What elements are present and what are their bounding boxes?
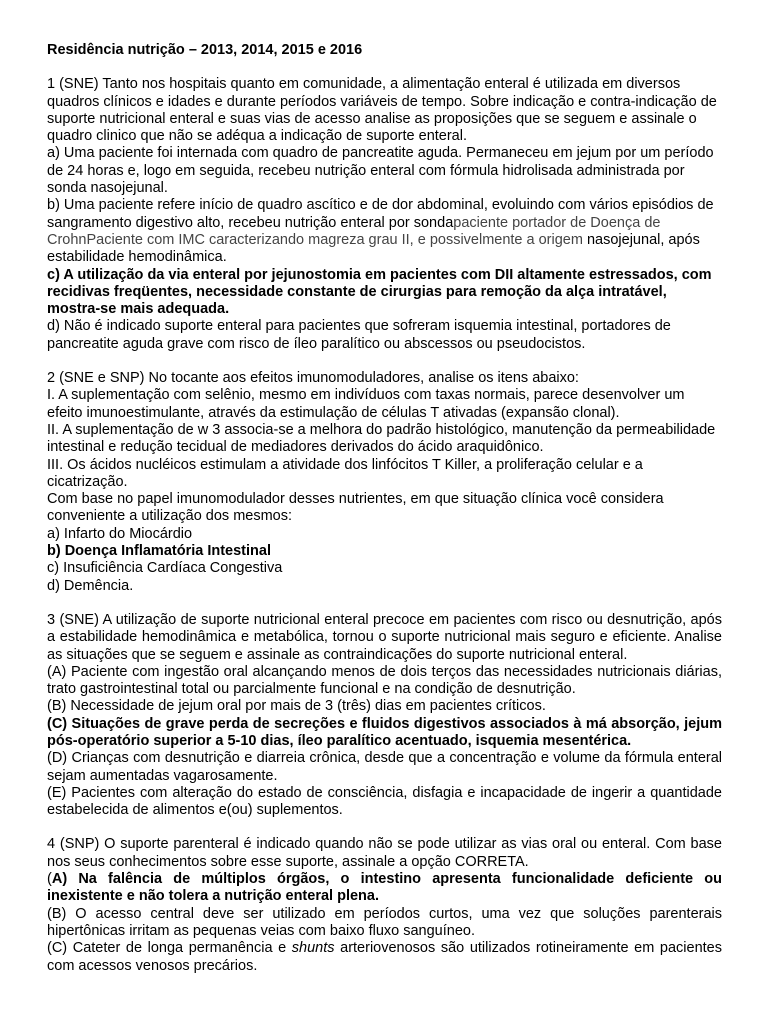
q3-option-b: (B) Necessidade de jejum oral por mais de 3 (três) dias em pacientes críticos. bbox=[47, 698, 546, 715]
q2-option-a: a) Infarto do Miocárdio bbox=[47, 525, 193, 542]
q4-option-a-text: A) Na falência de múltiplos órgãos, o intestino apresenta funcionalidade deficiente ou inexistente e não tolera a nutrição enteral plena. bbox=[47, 871, 722, 905]
q2-item-ii: II. A suplementação de w 3 associa-se a melhora do padrão histológico, manutenção da permeabilidade intestinal e redução tecidual de mediadores derivados do ácido araquidônico. bbox=[47, 421, 716, 456]
q4-option-c bbox=[47, 940, 722, 975]
q2-option-d: d) Demência. bbox=[47, 577, 134, 594]
q3-option-a: (A) Paciente com ingestão oral alcançando menos de dois terços das necessidades nutricionais diárias, trato gastrointestinal total ou parcialmente funcional e na condição de desnutrição. bbox=[47, 663, 722, 698]
q4-option-c-pre: (C) Cateter de longa permanência e bbox=[47, 940, 292, 957]
question-2 bbox=[47, 370, 722, 595]
q1-option-b-part3: nasojejunal, após estabilidade hemodinâmica. bbox=[47, 231, 700, 266]
question-4 bbox=[47, 836, 722, 974]
q1-option-b-inserted-text: paciente portador de Doença de CrohnPaciente com IMC caracterizando magreza grau II, e possivelmente a origem bbox=[47, 214, 661, 248]
page-title: Residência nutrição – 2013, 2014, 2015 e 2016 bbox=[47, 42, 363, 58]
q3-option-c-answer: (C) Situações de grave perda de secreções e fluidos digestivos associados à má absorção, jejum pós-operatório superior a 5-10 dias, íleo paralítico acentuado, isquemia mesentérica. bbox=[47, 715, 722, 749]
q1-option-d: d) Não é indicado suporte enteral para pacientes que sofreram isquemia intestinal, portadores de pancreatite aguda grave com risco de íleo paralítico ou abscessos ou pseudocistos. bbox=[47, 318, 671, 352]
question-3 bbox=[47, 612, 722, 820]
q3-option-e: (E) Pacientes com alteração do estado de consciência, disfagia e incapacidade de ingerir a quantidade estabelecida de alimentos e(ou) suplementos. bbox=[47, 784, 722, 819]
q1-option-b-part1: b) Uma paciente refere início de quadro ascítico e de dor abdominal, evoluindo com vários episódios de sangramento digestivo alto, recebeu nutrição enteral por sonda bbox=[47, 197, 714, 231]
q4-stem: 4 (SNP) O suporte parenteral é indicado quando não se pode utilizar as vias oral ou enteral. Com base nos seus conhecimentos sobre esse suporte, assinale a opção CORRETA. bbox=[47, 836, 722, 870]
q2-option-b-answer: b) Doença Inflamatória Intestinal bbox=[47, 543, 271, 560]
q4-option-a-paren: ( bbox=[47, 871, 52, 888]
q2-option-c: c) Insuficiência Cardíaca Congestiva bbox=[47, 560, 283, 577]
q2-item-i: I. A suplementação com selênio, mesmo em indivíduos com taxas normais, parece desenvolver um efeito imunoestimulante, através da estimulação de células T ativadas (expansão clonal). bbox=[47, 387, 685, 421]
q2-stem: 2 (SNE e SNP) No tocante aos efeitos imunomoduladores, analise os itens abaixo: bbox=[47, 370, 579, 387]
q4-option-a-answer bbox=[47, 871, 722, 906]
q3-stem: 3 (SNE) A utilização de suporte nutricional enteral precoce em pacientes com risco ou desnutrição, após a estabilidade hemodinâmica e metabólica, tornou o suporte nutricional mais seguro e eficiente. Analise as situações que se seguem e assinale as contraindicações do suporte nutricional enteral. bbox=[47, 611, 722, 663]
q1-stem: 1 (SNE) Tanto nos hospitais quanto em comunidade, a alimentação enteral é utilizada em diversos quadros clínicos e idades e durante períodos variáveis de tempo. Sobre indicação e contra-indicação de suporte nutricional enteral e suas vias de acesso analise as proposições que se seguem e assinale o quadro clinico que não se adéqua a indicação de suporte enteral. bbox=[47, 76, 717, 145]
q3-option-d: (D) Crianças com desnutrição e diarreia crônica, desde que a concentração e volume da fórmula enteral sejam aumentadas vagarosamente. bbox=[47, 750, 722, 784]
q2-item-iii: III. Os ácidos nucléicos estimulam a atividade dos linfócitos T Killer, a proliferação celular e a cicatrização. bbox=[47, 456, 643, 490]
q4-option-b: (B) O acesso central deve ser utilizado em períodos curtos, uma vez que soluções parenterais hipertônicas irritam as pequenas veias com baixo fluxo sanguíneo. bbox=[47, 905, 722, 939]
q2-question: Com base no papel imunomodulador desses nutrientes, em que situação clínica você considera conveniente a utilização dos mesmos: bbox=[47, 491, 664, 525]
question-1 bbox=[47, 76, 722, 353]
q4-option-c-italic: shunts bbox=[291, 940, 335, 957]
q1-option-c-answer: c) A utilização da via enteral por jejunostomia em pacientes com DII altamente estressados, com recidivas freqüentes, necessidade constante de cirurgias para remoção da alça intratável, mostra-se mais adequada. bbox=[47, 266, 712, 318]
q4-option-c-post: arteriovenosos são utilizados rotineiramente em pacientes com acessos venosos precários. bbox=[47, 940, 722, 974]
q1-option-a: a) Uma paciente foi internada com quadro de pancreatite aguda. Permaneceu em jejum por um período de 24 horas e, logo em seguida, recebeu nutrição enteral com fórmula hidrolisada administrada por sonda nasojejunal. bbox=[47, 145, 714, 197]
q1-option-b bbox=[47, 197, 722, 266]
